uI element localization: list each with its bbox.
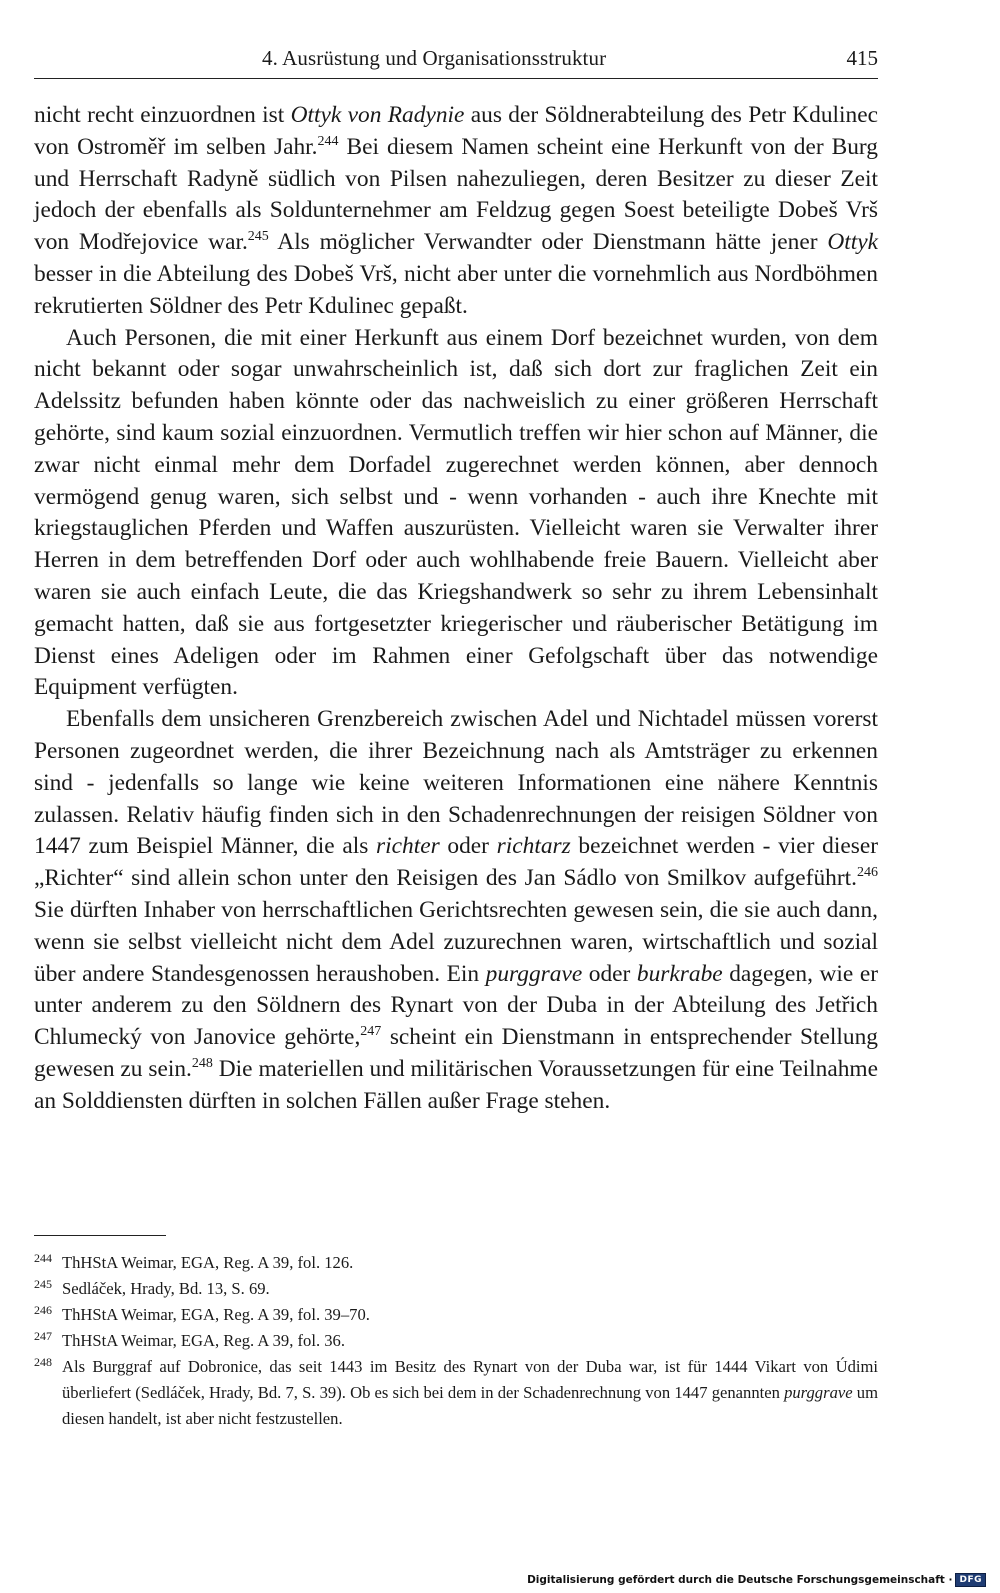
italic-term: Ottyk xyxy=(827,229,878,256)
text-run: Als Burggraf auf Dobronice, das seit 1443 im Besitz des Rynart von der Duba war, ist für 1444 Vikart von Údimi überliefert (Sedláček, Hrady, Bd. 7, S. 39). Ob es sich bei dem in der Schadenrechnung von 1447 genannten xyxy=(62,1357,878,1402)
running-header xyxy=(34,44,878,79)
text-run: Auch Personen, die mit einer Herkunft aus einem Dorf bezeichnet wurden, von dem nicht bekannt oder sogar unwahrscheinlich ist, daß sich dort zur fraglichen Zeit ein Adelssitz befunden haben könnte oder das nachweislich zu einer größeren Herrschaft gehörte, sind kaum sozial einzuordnen. Vermutlich treffen wir hier schon auf Männer, die zwar nicht einmal mehr dem Dorfadel zugerechnet werden können, aber dennoch vermögend genug waren, sich selbst und - wenn vorhanden - auch ihre Knechte mit kriegstauglichen Pferden und Waffen auszurüsten. Vielleicht waren sie Verwalter ihrer Herren in dem betreffenden Dorf oder auch wohlhabende freie Bauern. Vielleicht aber waren sie auch einfach Leute, die das Kriegshandwerk so sehr zu ihrem Lebensinhalt gemacht hatten, daß sie aus fortgesetzter kriegerischer und räuberischer Betätigung im Dienst eines Adeligen oder im Rahmen einer Gefolgschaft über das notwendige Equipment verfügten. xyxy=(34,324,878,701)
footnote xyxy=(34,1250,878,1276)
italic-term: burkrabe xyxy=(636,960,723,987)
footnote-ref: 244 xyxy=(317,133,339,149)
footnote-text xyxy=(62,1328,878,1354)
text-run: Als möglicher Verwandter oder Dienstmann hätte jener xyxy=(268,229,828,256)
footnote-text xyxy=(62,1354,878,1432)
footnote-text xyxy=(62,1276,878,1302)
digitization-note xyxy=(527,1573,986,1587)
footnote-ref: 246 xyxy=(857,865,878,881)
digitization-text: Digitalisierung gefördert durch die Deutsche Forschungsgemeinschaft · xyxy=(527,1574,953,1586)
text-run: um diesen handelt, ist aber nicht festzustellen. xyxy=(62,1383,878,1428)
text-run: bezeichnet werden - vier dieser „Richter“ sind allein schon unter den Reisigen des Jan Sádlo von Smilkov aufgeführt. xyxy=(34,833,878,892)
footnote-number: 247 xyxy=(34,1329,52,1343)
footnote xyxy=(34,1328,878,1354)
text-run: Ebenfalls dem unsicheren Grenzbereich zwischen Adel und Nichtadel müssen vorerst Personen zugeordnet werden, die ihrer Bezeichnung nach als Amtsträger zu erkennen sind - jedenfalls so lange wie keine weiteren Informationen eine nähere Kenntnis zulassen. Relativ häufig finden sich in den Schadenrechnungen der reisigen Söldner von 1447 zum Beispiel Männer, die als xyxy=(34,706,878,860)
text-run: ThHStA Weimar, EGA, Reg. A 39, fol. 126. xyxy=(62,1253,354,1272)
footnote-ref: 248 xyxy=(191,1055,213,1071)
main-text xyxy=(34,100,878,1118)
dfg-logo-icon: DFG xyxy=(955,1573,986,1587)
paragraph xyxy=(34,100,878,323)
text-run: aus der Söldnerabteilung des Petr Kdulinec von Ostroměř im selben Jahr. xyxy=(34,102,878,160)
italic-term: purggrave xyxy=(784,1383,853,1402)
text-run: Bei diesem Namen scheint eine Herkunft von der Burg und Herrschaft Radyně südlich von Pilsen nahezuliegen, deren Besitzer zu dieser Zeit jedoch der ebenfalls als Soldunternehmer am Feldzug gegen Soest beteiligte Dobeš Vrš von Modřejovice war. xyxy=(34,133,878,256)
text-run: Die materiellen und militärischen Voraussetzungen für eine Teilnahme an Solddiensten dürften in solchen Fällen außer Frage stehen. xyxy=(34,1055,878,1114)
footnote-number: 248 xyxy=(34,1355,52,1369)
text-run: oder xyxy=(439,833,497,860)
italic-term: Ottyk von Radynie xyxy=(290,102,465,128)
text-run: ThHStA Weimar, EGA, Reg. A 39, fol. 36. xyxy=(62,1331,345,1350)
footnote-ref: 247 xyxy=(360,1024,382,1040)
page-number: 415 xyxy=(846,46,878,70)
text-run: oder xyxy=(582,960,637,987)
chapter-title: 4. Ausrüstung und Organisationsstruktur xyxy=(262,46,607,70)
footnote xyxy=(34,1302,878,1328)
text-run: Sie dürften Inhaber von herrschaftlichen Gerichtsrechten gewesen sein, die sie auch dann, wenn sie selbst vielleicht nicht dem Adel zuzurechnen waren, wirtschaftlich und sozial über andere Standesgenossen heraushoben. Ein xyxy=(34,896,878,987)
italic-term: richter xyxy=(376,833,440,860)
footnote xyxy=(34,1276,878,1302)
text-run: ThHStA Weimar, EGA, Reg. A 39, fol. 39–70. xyxy=(62,1305,370,1324)
footnote-text xyxy=(62,1250,878,1276)
footnote xyxy=(34,1354,878,1432)
footnote-number: 244 xyxy=(34,1251,52,1265)
footnote-ref: 245 xyxy=(247,229,269,245)
italic-term: purggrave xyxy=(485,960,583,987)
footnotes xyxy=(34,1250,878,1432)
footnote-separator xyxy=(34,1235,166,1236)
paragraph xyxy=(34,323,878,705)
text-run: besser in die Abteilung des Dobeš Vrš, nicht aber unter die vornehmlich aus Nordböhmen rekrutierten Söldner des Petr Kdulinec gepaßt. xyxy=(34,260,878,319)
text-run: dagegen, wie er unter anderem zu den Söldnern des Rynart von der Duba in der Abteilung des Jetřich Chlumecký von Janovice gehörte, xyxy=(34,960,878,1051)
paragraph xyxy=(34,704,878,1117)
text-run: scheint ein Dienstmann in entsprechender Stellung gewesen zu sein. xyxy=(34,1024,878,1082)
footnote-number: 245 xyxy=(34,1277,52,1291)
text-run: nicht recht einzuordnen ist xyxy=(34,102,291,128)
text-run: Sedláček, Hrady, Bd. 13, S. 69. xyxy=(62,1279,270,1298)
footnote-number: 246 xyxy=(34,1303,52,1317)
italic-term: richtarz xyxy=(496,833,571,860)
footnote-text xyxy=(62,1302,878,1328)
